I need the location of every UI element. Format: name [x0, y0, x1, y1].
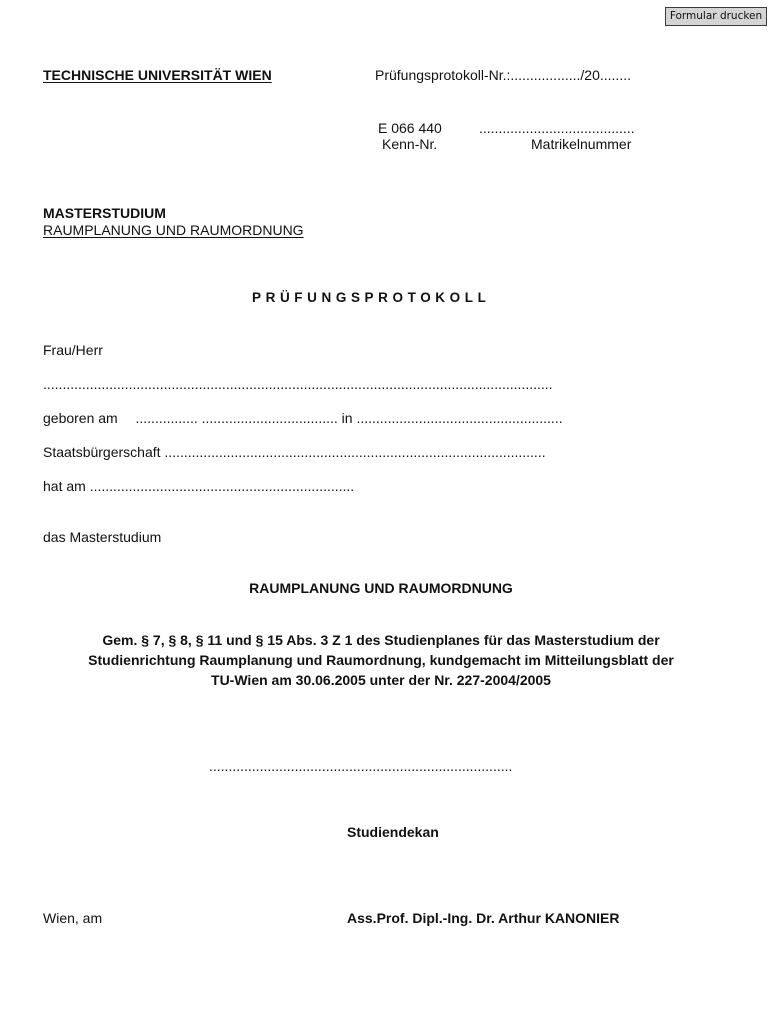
birth-row	[43, 410, 563, 426]
legal-line-2: Studienrichtung Raumplanung und Raumordnung, kundgemacht im Mitteilungsblatt der	[88, 652, 674, 668]
born-in-label: in	[341, 410, 353, 426]
legal-basis-text	[40, 630, 722, 690]
signature-role: Studiendekan	[347, 824, 439, 840]
salutation-label: Frau/Herr	[43, 342, 103, 358]
matrikel-number-label: Matrikelnummer	[531, 136, 632, 152]
name-field[interactable]: ...................................................................................................................................	[43, 376, 553, 392]
protocol-number-field[interactable]: Prüfungsprotokoll-Nr.:................../20........	[375, 67, 631, 83]
study-label: das Masterstudium	[43, 529, 162, 545]
signature-line[interactable]: ..............................................................................	[209, 758, 513, 774]
citizenship-field[interactable]: ..................................................................................................	[164, 444, 546, 460]
exam-date-label: hat am	[43, 478, 86, 494]
matrikel-number-field[interactable]: ........................................	[479, 120, 635, 136]
exam-date-row	[43, 478, 354, 494]
institution-name: TECHNISCHE UNIVERSITÄT WIEN	[43, 67, 272, 83]
citizenship-label: Staatsbürgerschaft	[43, 444, 161, 460]
kenn-number-value: E 066 440	[378, 120, 442, 136]
program-title: MASTERSTUDIUM	[43, 205, 166, 221]
citizenship-row	[43, 444, 546, 460]
program-name: RAUMPLANUNG UND RAUMORDNUNG	[43, 222, 304, 238]
place-date-label: Wien, am	[43, 910, 103, 926]
signatory-name: Ass.Prof. Dipl.-Ing. Dr. Arthur KANONIER	[347, 910, 620, 926]
birth-extra-field[interactable]: ...................................	[201, 410, 338, 426]
study-name: RAUMPLANUNG UND RAUMORDNUNG	[249, 580, 513, 596]
legal-line-1: Gem. § 7, § 8, § 11 und § 15 Abs. 3 Z 1 des Studienplanes für das Masterstudium der	[102, 632, 660, 648]
legal-line-3: TU-Wien am 30.06.2005 unter der Nr. 227-2004/2005	[211, 672, 551, 688]
birth-date-field[interactable]: ................	[135, 410, 198, 426]
document-title: PRÜFUNGSPROTOKOLL	[252, 290, 491, 305]
birth-place-field[interactable]: .....................................................	[356, 410, 563, 426]
born-label: geboren am	[43, 410, 118, 426]
print-form-button[interactable]: Formular drucken	[665, 7, 767, 26]
exam-date-field[interactable]: ....................................................................	[89, 478, 355, 494]
kenn-number-label: Kenn-Nr.	[382, 136, 438, 152]
